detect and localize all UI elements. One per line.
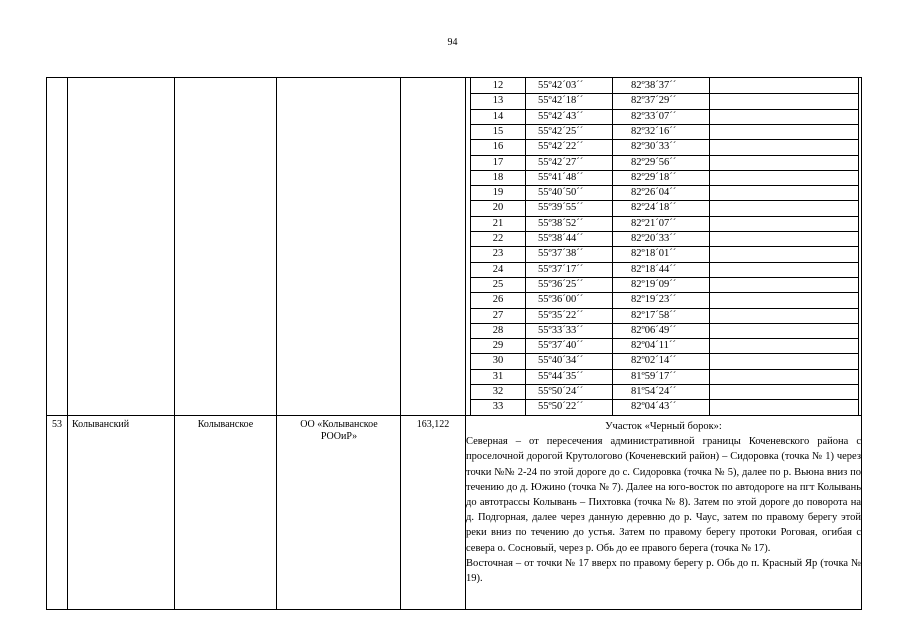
coord-longitude: 82º19´09´´ (631, 278, 677, 290)
coord-longitude: 82º32´16´´ (631, 125, 677, 137)
entry-district: Колыванский (72, 419, 130, 430)
coord-latitude: 55º33´33´´ (538, 324, 584, 336)
coord-longitude: 82º04´43´´ (631, 401, 677, 413)
coord-latitude: 55º50´22´´ (538, 401, 584, 413)
coord-longitude: 82º18´44´´ (631, 263, 677, 275)
coord-point-number: 22 (492, 233, 504, 244)
entry-description (466, 419, 861, 586)
coord-latitude: 55º39´55´´ (538, 202, 584, 214)
coord-latitude: 55º42´18´´ (538, 95, 584, 107)
coord-latitude: 55º37´38´´ (538, 248, 584, 260)
coord-latitude: 55º40´50´´ (538, 187, 584, 199)
coord-point-number: 31 (492, 370, 504, 382)
coord-longitude: 82º04´11´´ (631, 340, 676, 352)
coord-point-number: 13 (492, 95, 504, 107)
coord-longitude: 81º54´24´´ (631, 386, 677, 397)
coord-latitude: 55º42´43´´ (538, 110, 584, 122)
coord-longitude: 82º21´07´´ (631, 217, 677, 229)
coord-point-number: 33 (492, 401, 504, 413)
coord-longitude: 82º26´04´´ (631, 187, 677, 199)
coord-longitude: 82º29´18´´ (631, 171, 677, 183)
coord-point-number: 25 (492, 278, 504, 290)
coord-point-number: 20 (492, 202, 504, 214)
coord-longitude: 82º06´49´´ (631, 324, 677, 336)
coord-latitude: 55º37´40´´ (538, 340, 584, 352)
coord-latitude: 55º42´03´´ (538, 80, 584, 91)
coord-latitude: 55º36´00´´ (538, 294, 584, 306)
coord-point-number: 24 (492, 263, 504, 275)
entry-number: 53 (52, 419, 62, 430)
coord-longitude: 82º20´33´´ (631, 233, 677, 244)
coord-point-number: 15 (492, 125, 504, 137)
coord-latitude: 55º50´24´´ (538, 386, 584, 397)
coord-latitude: 55º36´25´´ (538, 278, 584, 290)
coord-latitude: 55º37´17´´ (538, 263, 584, 275)
coord-longitude: 82º30´33´´ (631, 141, 677, 153)
coord-point-number: 27 (492, 309, 504, 321)
entry-area: 163,122 (416, 419, 450, 430)
coord-latitude: 55º38´44´´ (538, 233, 584, 244)
coord-longitude: 82º24´18´´ (631, 202, 677, 214)
entry-settlement: Колыванское (197, 419, 254, 430)
coord-point-number: 29 (492, 340, 504, 352)
coord-point-number: 12 (492, 80, 504, 91)
coord-point-number: 23 (492, 248, 504, 260)
coord-point-number: 19 (492, 187, 504, 199)
coord-latitude: 55º42´25´´ (538, 125, 584, 137)
coord-point-number: 28 (492, 324, 504, 336)
east-boundary: Восточная – от точки № 17 вверх по правому берегу р. Обь до п. Красный Яр (точка № 19). (466, 557, 861, 585)
coord-longitude: 82º17´58´´ (631, 309, 677, 321)
coord-latitude: 55º40´34´´ (538, 355, 584, 367)
coord-latitude: 55º42´22´´ (538, 141, 584, 153)
coord-latitude: 55º38´52´´ (538, 217, 584, 229)
coord-point-number: 16 (492, 141, 504, 153)
coord-point-number: 21 (492, 217, 504, 229)
coord-longitude: 82º29´56´´ (631, 156, 677, 168)
entry-organization: ОО «Колыванское РООиР» (300, 419, 378, 442)
coord-latitude: 55º41´48´´ (538, 171, 584, 183)
coord-longitude: 82º37´29´´ (631, 95, 677, 107)
page-number: 94 (447, 37, 458, 48)
coord-point-number: 18 (492, 171, 504, 183)
coord-latitude: 55º44´35´´ (538, 370, 584, 382)
coord-latitude: 55º42´27´´ (538, 156, 584, 168)
coord-point-number: 30 (492, 355, 504, 367)
coord-point-number: 14 (492, 110, 504, 122)
coord-longitude: 82º33´07´´ (631, 110, 677, 122)
coord-longitude: 82º02´14´´ (631, 355, 677, 367)
section-title: Участок «Черный борок»: (605, 421, 722, 432)
coord-point-number: 17 (492, 156, 504, 168)
coord-longitude: 81º59´17´´ (631, 370, 677, 382)
coord-longitude: 82º19´23´´ (631, 294, 677, 306)
coord-longitude: 82º18´01´´ (631, 248, 677, 260)
coord-point-number: 26 (492, 294, 504, 306)
coord-latitude: 55º35´22´´ (538, 309, 584, 321)
north-boundary: Северная – от пересечения административной границы Коченевского района с проселочной дорогой Крутологово (Коченевский район) – Сидоровка (точка № 1) через точки №№ 2-24 по этой дороге до с. Сидоровка (точка № 5), далее по р. Вьюна вниз по течению до д. Южино (точка № 7). Далее на юго-восток по автодороге на пгт Колывань до автотрассы Колывань – Пихтовка (точка № 8). Затем по этой дороге до поворота на д. Подгорная, далее через данную деревню до р. Чаус, затем по правому берегу этой реки вниз по течению до устья. Затем по правому берегу протоки Роговая, огибая с севера о. Сосновый, через р. Обь до ее правого берега (точка № 17). (466, 436, 861, 554)
coord-point-number: 32 (492, 386, 504, 397)
coord-longitude: 82º38´37´´ (631, 80, 677, 91)
